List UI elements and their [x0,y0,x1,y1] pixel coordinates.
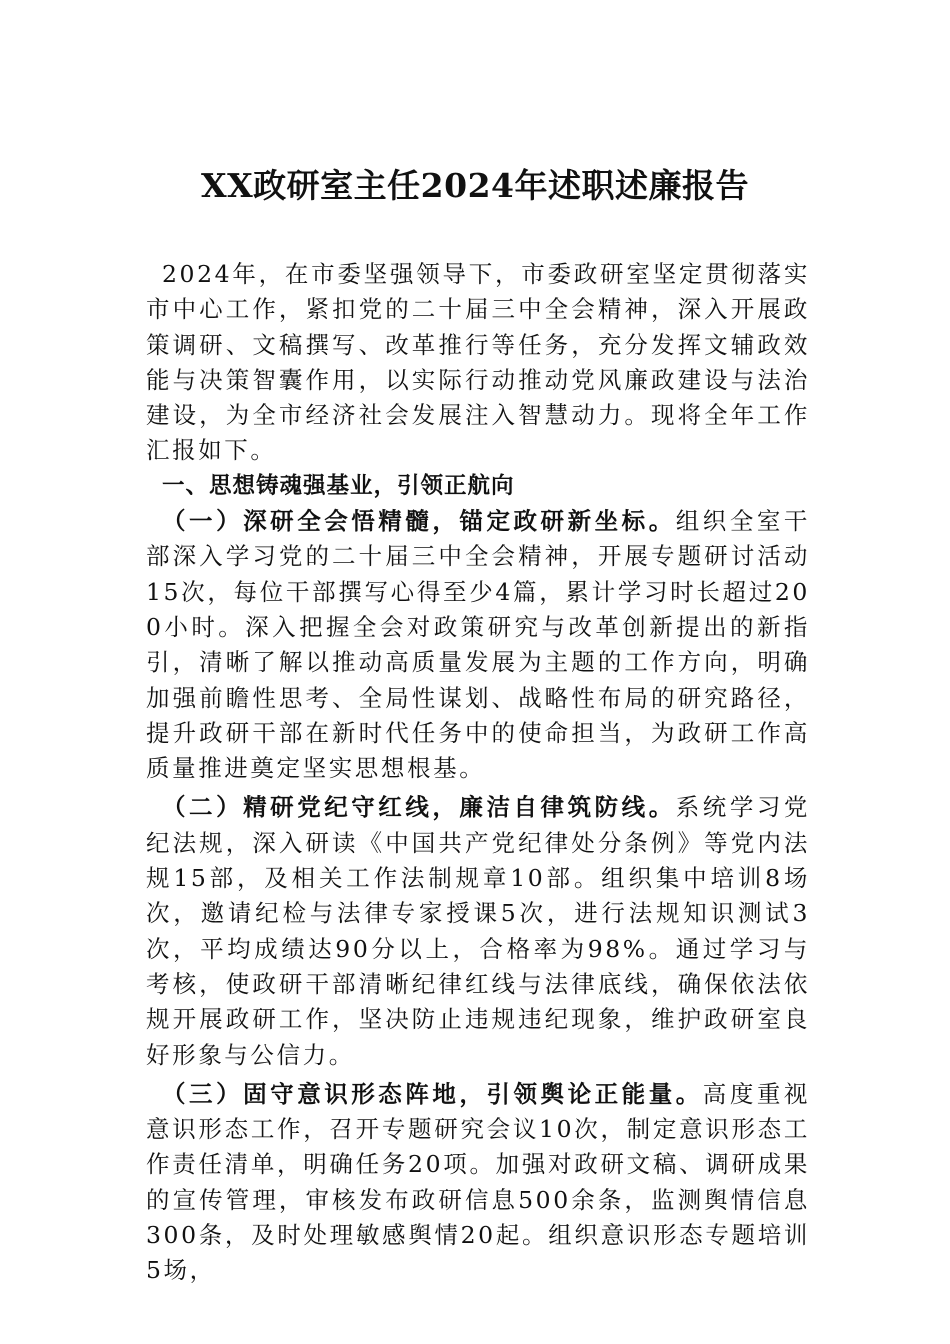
paragraph-lead-2: （二）精研党纪守红线，廉洁自律筑防线。 [162,793,676,822]
paragraph-lead-1: （一）深研全会悟精髓，锚定政研新坐标。 [162,507,676,536]
paragraph-lead-3: （三）固守意识形态阵地，引领舆论正能量。 [162,1079,703,1108]
paragraph-text-2: 系统学习党纪法规，深入研读《中国共产党纪律处分条例》等党内法规15部，及相关工作法制规章10部。组织集中培训8场次，邀请纪检与法律专家授课5次，进行法规知识测试3次，平均成绩达90分以上，合格率为98%。通过学习与考核，使政研干部清晰纪律红线与法律底线，确保依法依规开展政研工作，坚决防止违规违纪现象，维护政研室良好形象与公信力。 [146,793,811,1069]
document-title: XX政研室主任2024年述职述廉报告 [200,166,750,205]
paragraph-text-3: 高度重视意识形态工作，召开专题研究会议10次，制定意识形态工作责任清单，明确任务20项。加强对政研文稿、调研成果的宣传管理，审核发布政研信息500余条，监测舆情信息300条，及时处理敏感舆情20起。组织意识形态专题培训5场， [146,1079,810,1285]
paragraph-item-3 [146,1077,810,1289]
paragraph-item-2 [146,790,810,1072]
paragraph-text-1: 组织全室干部深入学习党的二十届三中全会精神，开展专题研讨活动15次，每位干部撰写心得至少4篇，累计学习时长超过200小时。深入把握全会对政策研究与改革创新提出的新指引，清晰了解以推动高质量发展为主题的工作方向，明确加强前瞻性思考、全局性谋划、战略性布局的研究路径，提升政研干部在新时代任务中的使命担当，为政研工作高质量推进奠定坚实思想根基。 [146,507,811,783]
intro-paragraph: 2024年，在市委坚强领导下，市委政研室坚定贯彻落实市中心工作，紧扣党的二十届三中全会精神，深入开展政策调研、文稿撰写、改革推行等任务，充分发挥文辅政效能与决策智囊作用，以实际行动推动党风廉政建设与法治建设，为全市经济社会发展注入智慧动力。现将全年工作汇报如下。 [146,260,810,465]
paragraph-item-1 [146,504,810,786]
section-heading-1: 一、思想铸魂强基业，引领正航向 [162,472,515,499]
document-body [146,257,810,1289]
